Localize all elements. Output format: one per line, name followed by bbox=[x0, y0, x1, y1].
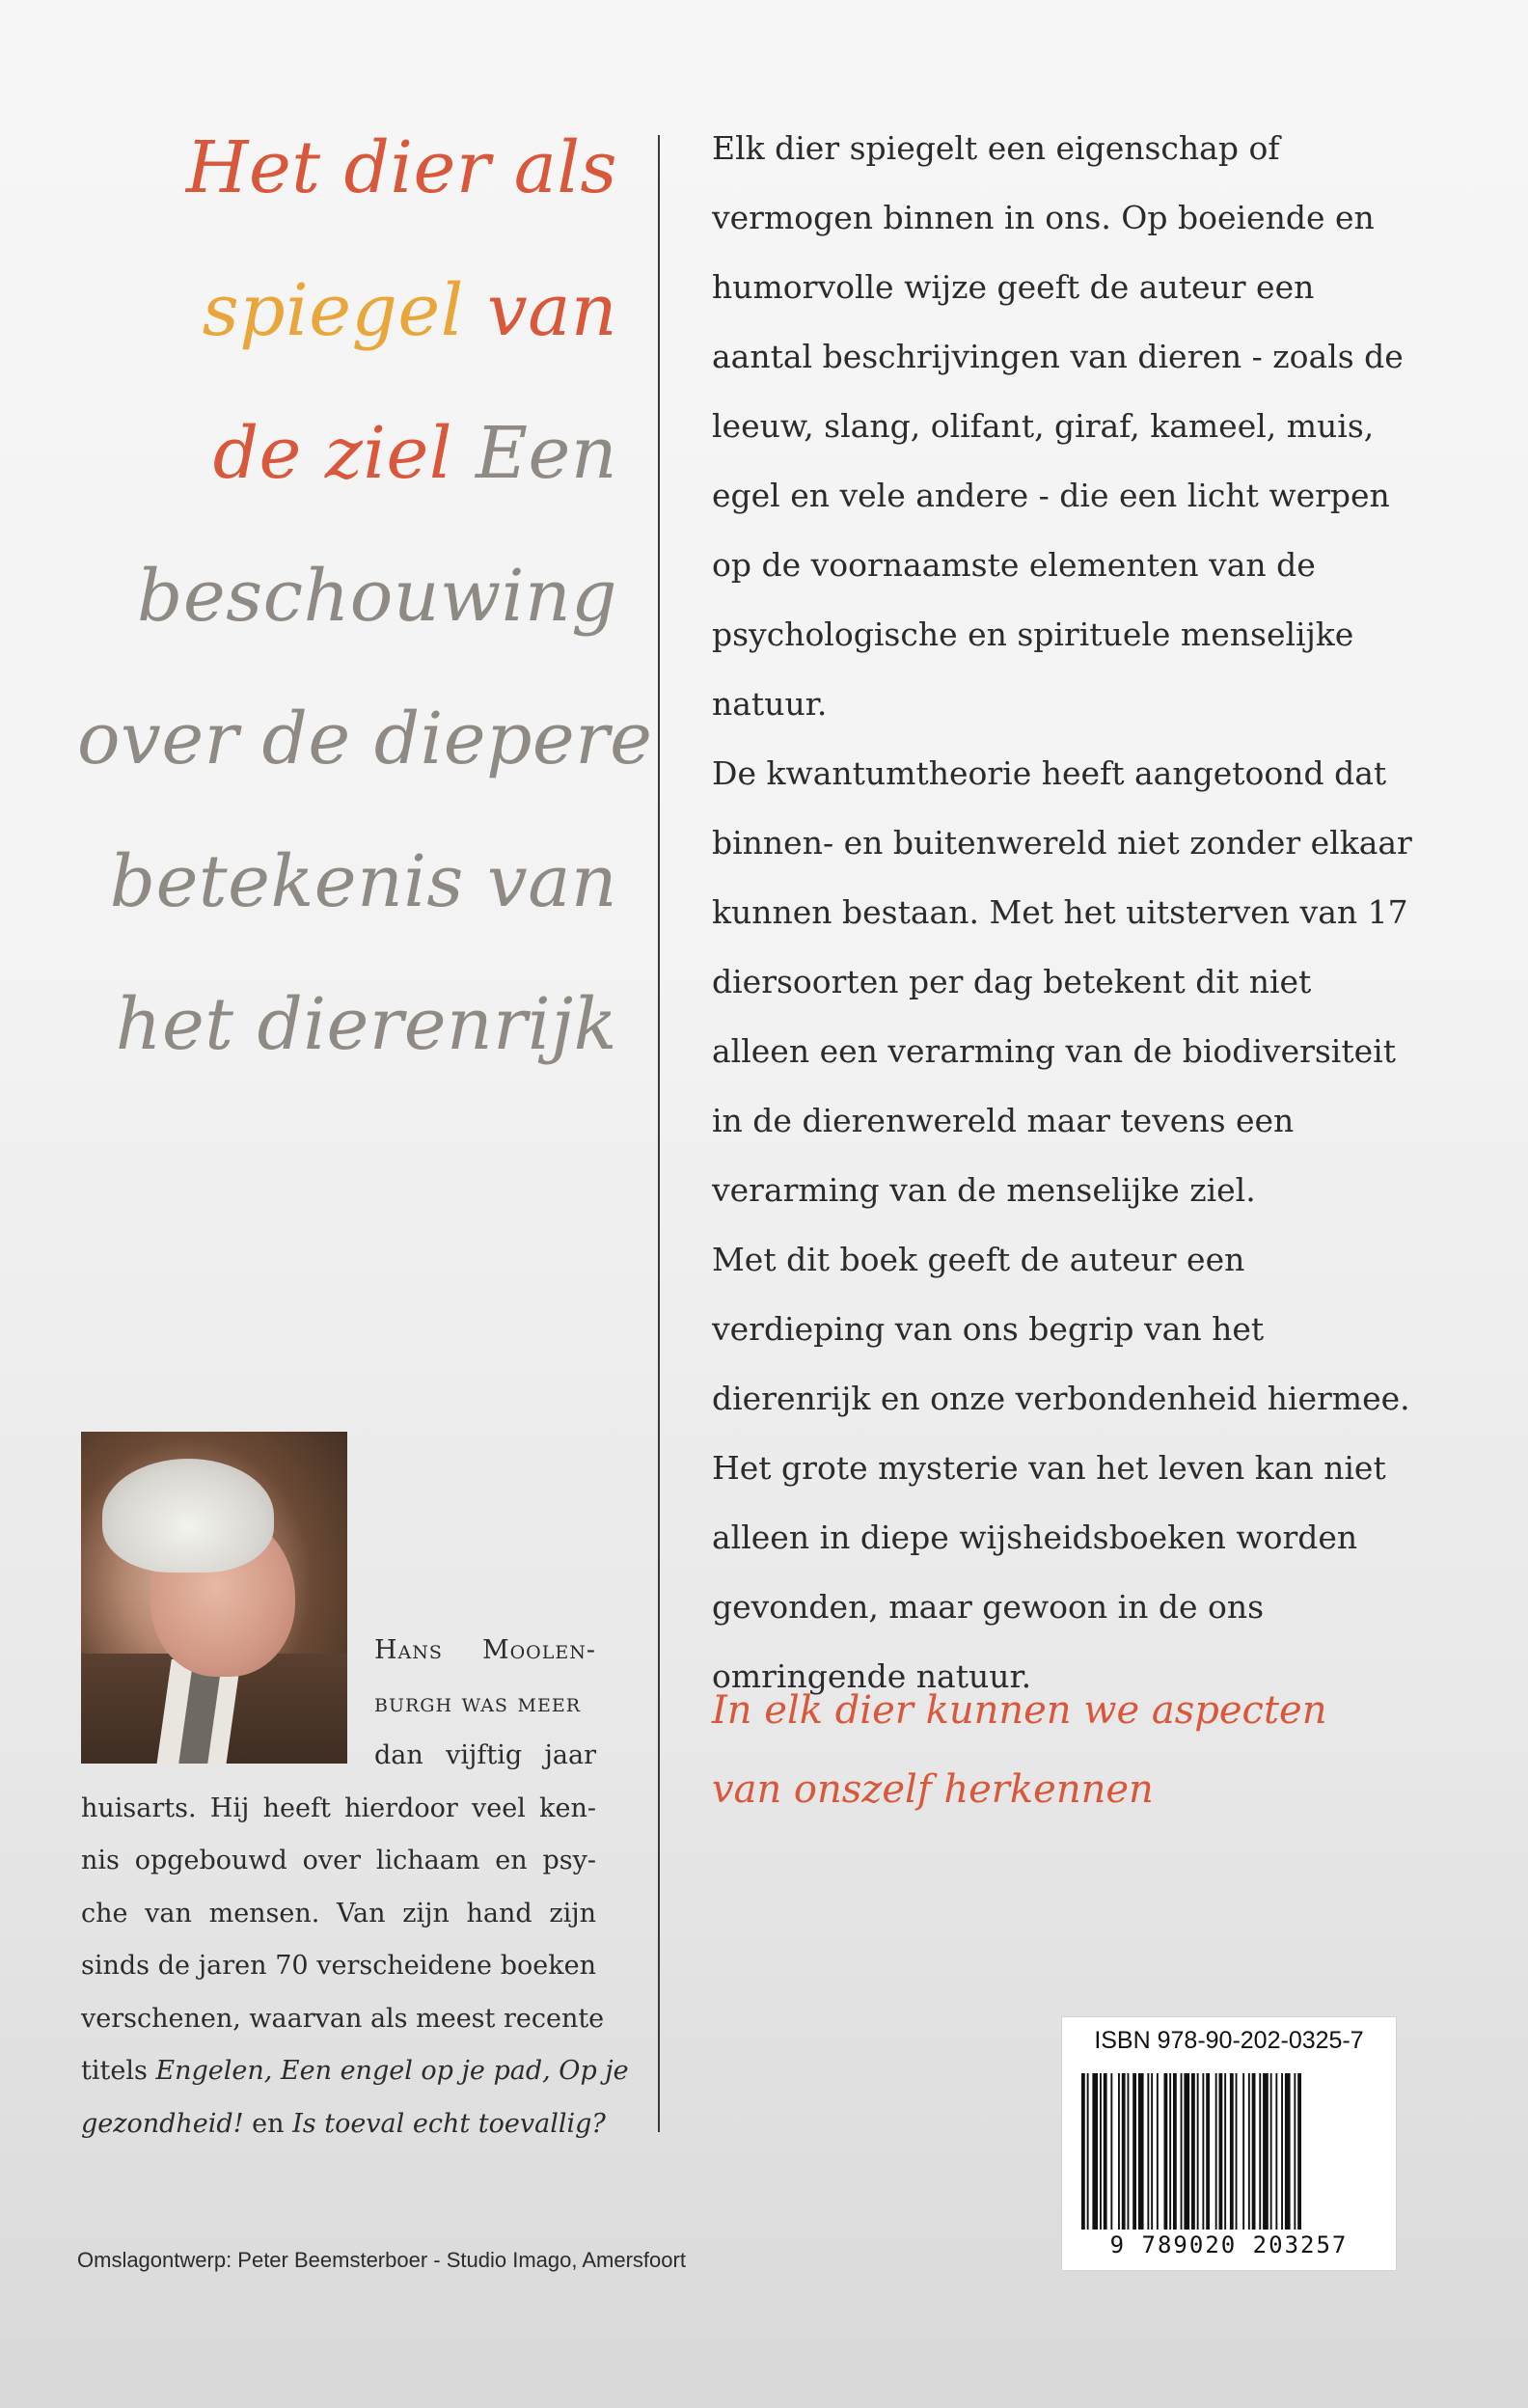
barcode-bar bbox=[1164, 2073, 1168, 2230]
bio-line-1: Hans Moolen- bbox=[374, 1635, 596, 1665]
title-word-de-ziel: de ziel bbox=[212, 412, 452, 495]
barcode-bar bbox=[1206, 2073, 1210, 2230]
barcode-bar bbox=[1197, 2073, 1199, 2230]
barcode-bar bbox=[1230, 2073, 1234, 2230]
barcode-bar bbox=[1270, 2073, 1272, 2230]
blurb-paragraph-3: Met dit boek geeft de auteur een verdieping van ons begrip van het dierenrijk en onze verbondenheid hiermee. Het grote mysterie van het leven kan niet alleen in diepe wijsheidsboeken worden gevonden, maar gewoon in de ons omringende natuur. bbox=[712, 1241, 1410, 1695]
bio-line-9: titels Engelen, Een engel op je pad, Op je bbox=[81, 2056, 629, 2086]
isbn-barcode bbox=[1061, 2016, 1397, 2271]
tagline-line-2: van onszelf herkennen bbox=[712, 1767, 1154, 1812]
bio-line-4: huisarts. Hij heeft hierdoor veel ken- bbox=[81, 1792, 596, 1823]
bio-line-6: che van mensen. Van zijn hand zijn bbox=[81, 1898, 596, 1929]
barcode-bar bbox=[1157, 2073, 1159, 2230]
barcode-bar bbox=[1215, 2073, 1217, 2230]
barcode-bar bbox=[1104, 2073, 1107, 2230]
barcode-bar bbox=[1248, 2073, 1250, 2230]
title-word-van: van bbox=[463, 269, 617, 352]
subtitle-line-1: beschouwing bbox=[137, 555, 617, 638]
tagline bbox=[712, 1671, 1406, 1829]
book-titles-1: Engelen, Een engel op je pad, Op je bbox=[155, 2056, 629, 2086]
bio-line-5: nis opgebouwd over lichaam en psy- bbox=[81, 1846, 596, 1875]
blurb-text bbox=[712, 114, 1416, 1711]
barcode-bar bbox=[1297, 2073, 1301, 2230]
book-title-gezondheid: gezondheid! bbox=[81, 2108, 244, 2139]
barcode-bar bbox=[1294, 2073, 1296, 2230]
title-word-spiegel: spiegel bbox=[202, 269, 464, 352]
barcode-bar bbox=[1151, 2073, 1153, 2230]
tagline-line-1: In elk dier kunnen we aspecten bbox=[712, 1688, 1327, 1733]
barcode-bar bbox=[1128, 2073, 1130, 2230]
blurb-paragraph-2: De kwantumtheorie heeft aangetoond dat binnen- en buitenwereld niet zonder elkaar kunnen bestaan. Met het uitsterven van 17 diersoorten per dag betekent dit niet alleen een verarming van de biodiversiteit in de dierenwereld maar tevens een verarming van de menselijke ziel. bbox=[712, 754, 1412, 1209]
barcode-bar bbox=[1275, 2073, 1277, 2230]
barcode-bar bbox=[1285, 2073, 1291, 2230]
isbn-label: ISBN 978-90-202-0325-7 bbox=[1094, 2027, 1364, 2054]
barcode-bar bbox=[1219, 2073, 1223, 2230]
cover-design-credits: Omslagontwerp: Peter Beemsterboer - Studio Imago, Amersfoort bbox=[77, 2248, 686, 2272]
barcode-bar bbox=[1122, 2073, 1126, 2230]
barcode-bar bbox=[1092, 2073, 1098, 2230]
barcode-digits: 9 789020 203257 bbox=[1109, 2231, 1349, 2258]
barcode-bar bbox=[1259, 2073, 1261, 2230]
barcode-bar bbox=[1184, 2073, 1189, 2230]
book-title bbox=[77, 96, 653, 1096]
blurb-paragraph-1: Elk dier spiegelt een eigenschap of vermogen binnen in ons. Op boeiende en humorvolle wijze geeft de auteur een aantal beschrijvingen van dieren - zoals de leeuw, slang, olifant, giraf, kameel, muis, egel en vele andere - die een licht werpen op de voornaamste elementen van de psychologische en spirituele menselijke natuur. bbox=[712, 129, 1404, 723]
barcode-bar bbox=[1252, 2073, 1256, 2230]
barcode-bar bbox=[1202, 2073, 1204, 2230]
barcode-bars bbox=[1081, 2073, 1377, 2230]
barcode-bar bbox=[1100, 2073, 1102, 2230]
barcode-bar bbox=[1081, 2073, 1085, 2230]
barcode-bar bbox=[1181, 2073, 1183, 2230]
barcode-bar bbox=[1224, 2073, 1226, 2230]
barcode-bar bbox=[1169, 2073, 1171, 2230]
barcode-bar bbox=[1132, 2073, 1136, 2230]
barcode-bar bbox=[1236, 2073, 1238, 2230]
barcode-bar bbox=[1191, 2073, 1195, 2230]
subtitle-line-4: het dierenrijk bbox=[115, 983, 617, 1066]
vertical-divider bbox=[658, 135, 660, 2132]
title-line-1: Het dier als bbox=[185, 126, 617, 209]
bio-line-7: sinds de jaren 70 verscheidene boeken bbox=[81, 1951, 596, 1981]
barcode-bar bbox=[1173, 2073, 1177, 2230]
barcode-bar bbox=[1263, 2073, 1269, 2230]
barcode-bar bbox=[1118, 2073, 1120, 2230]
bio-line-3: dan vijftig jaar bbox=[374, 1740, 596, 1770]
bio-line-10: gezondheid! en Is toeval echt toevallig? bbox=[81, 2108, 606, 2139]
author-bio bbox=[81, 1625, 629, 2150]
barcode-bar bbox=[1242, 2073, 1244, 2230]
bio-line-8: verschenen, waarvan als meest recente bbox=[81, 2003, 605, 2034]
barcode-bar bbox=[1110, 2073, 1112, 2230]
subtitle-line-2: over de diepere bbox=[77, 698, 653, 780]
subtitle-word-een: Een bbox=[452, 412, 617, 495]
subtitle-line-3: betekenis van bbox=[109, 840, 617, 923]
barcode-bar bbox=[1147, 2073, 1149, 2230]
barcode-bar bbox=[1281, 2073, 1283, 2230]
bio-line-2-name: burgh was meer bbox=[374, 1687, 582, 1718]
barcode-bar bbox=[1087, 2073, 1089, 2230]
barcode-bar bbox=[1138, 2073, 1144, 2230]
book-title-toeval: Is toeval echt toevallig? bbox=[292, 2108, 606, 2139]
